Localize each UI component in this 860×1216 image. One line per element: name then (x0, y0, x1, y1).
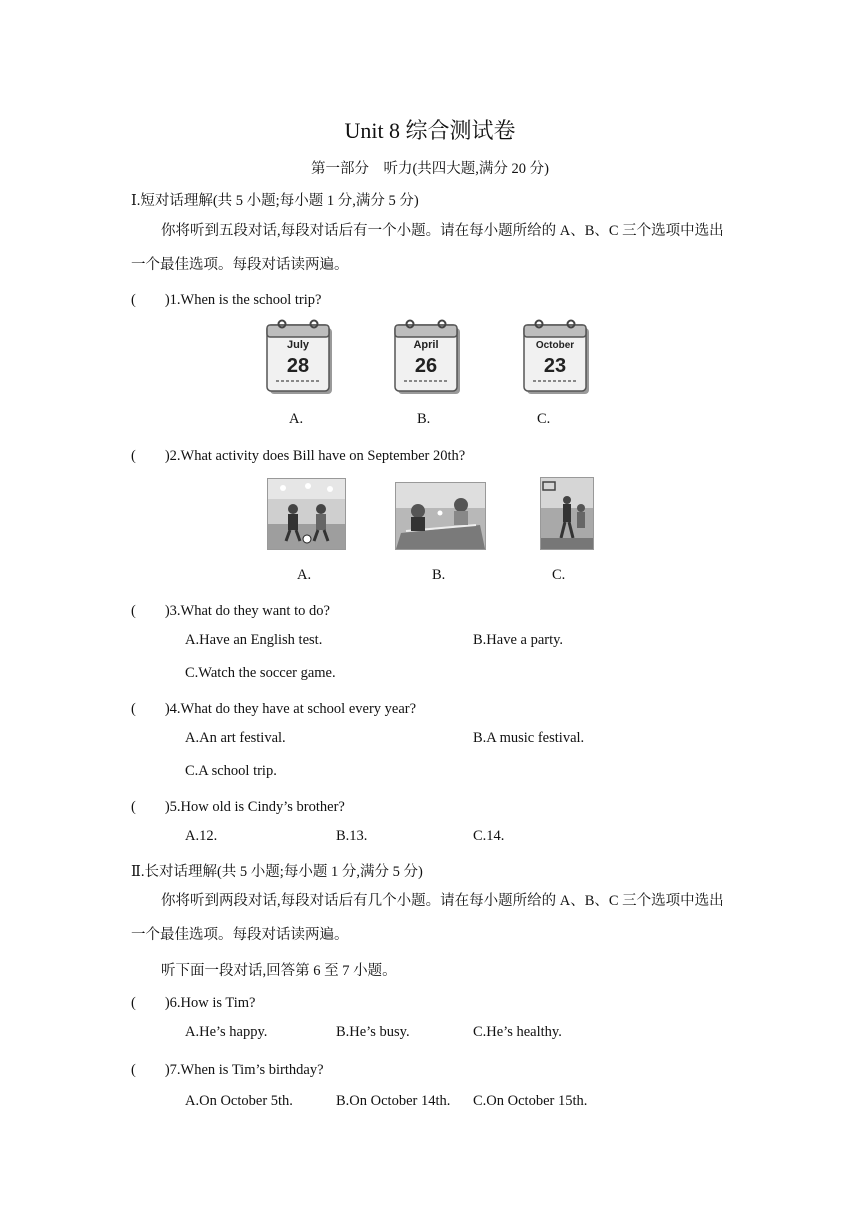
calendar-a-month: July (286, 339, 310, 351)
calendar-a-day: 28 (286, 355, 310, 377)
section2-listen-note: 听下面一段对话,回答第 6 至 7 小题。 (161, 963, 397, 979)
calendar-c-month: October (535, 340, 575, 351)
calendar-c-image (521, 318, 593, 396)
section2-heading: Ⅱ.长对话理解(共 5 小题;每小题 1 分,满分 5 分) (131, 864, 423, 880)
q7-option-c: C.On October 15th. (473, 1093, 588, 1109)
q4-option-a: A.An art festival. (185, 730, 286, 746)
q5-option-c: C.14. (473, 828, 505, 844)
q4-option-b: B.A music festival. (473, 730, 585, 746)
q5-option-a: A.12. (185, 828, 218, 844)
question-6-stem: ( )6.How is Tim? (131, 995, 256, 1011)
question-2-stem: ( )2.What activity does Bill have on September 20th? (131, 448, 466, 464)
q1-option-b-label: B. (417, 411, 431, 427)
q1-option-c-label: C. (537, 411, 551, 427)
calendar-b-day: 26 (414, 355, 438, 377)
soccer-game-image (267, 478, 346, 550)
q5-option-b: B.13. (336, 828, 368, 844)
part-subtitle: 第一部分 听力(共四大题,满分 20 分) (310, 161, 550, 177)
q7-option-b: B.On October 14th. (336, 1093, 451, 1109)
section2-instructions: 你将听到两段对话,每段对话后有几个小题。请在每小题所给的 A、B、C 三个选项中选出一个最佳选项。每段对话读两遍。 (131, 893, 724, 943)
page-title: Unit 8 综合测试卷 (344, 118, 516, 143)
q6-option-b: B.He’s busy. (336, 1024, 410, 1040)
calendar-c-day: 23 (543, 355, 567, 377)
basketball-image (540, 477, 594, 550)
section1-instructions: 你将听到五段对话,每段对话后有一个小题。请在每小题所给的 A、B、C 三个选项中选出一个最佳选项。每段对话读两遍。 (131, 223, 724, 273)
question-4-stem: ( )4.What do they have at school every year? (131, 701, 417, 717)
question-1-stem: ( )1.When is the school trip? (131, 292, 322, 308)
calendar-a-image (264, 318, 336, 396)
q2-option-b-label: B. (432, 567, 446, 583)
q3-option-b: B.Have a party. (473, 632, 564, 648)
ping-pong-image (395, 482, 486, 550)
q6-option-c: C.He’s healthy. (473, 1024, 562, 1040)
q3-option-a: A.Have an English test. (185, 632, 323, 648)
question-5-stem: ( )5.How old is Cindy’s brother? (131, 799, 345, 815)
section1-heading: Ⅰ.短对话理解(共 5 小题;每小题 1 分,满分 5 分) (131, 193, 419, 209)
q6-option-a: A.He’s happy. (185, 1024, 268, 1040)
q2-option-c-label: C. (552, 567, 566, 583)
q3-option-c: C.Watch the soccer game. (185, 665, 336, 681)
q1-option-a-label: A. (289, 411, 304, 427)
question-7-stem: ( )7.When is Tim’s birthday? (131, 1062, 324, 1078)
q4-option-c: C.A school trip. (185, 763, 277, 779)
calendar-b-image (392, 318, 464, 396)
question-3-stem: ( )3.What do they want to do? (131, 603, 330, 619)
calendar-b-month: April (413, 339, 439, 351)
q7-option-a: A.On October 5th. (185, 1093, 293, 1109)
q2-option-a-label: A. (297, 567, 312, 583)
